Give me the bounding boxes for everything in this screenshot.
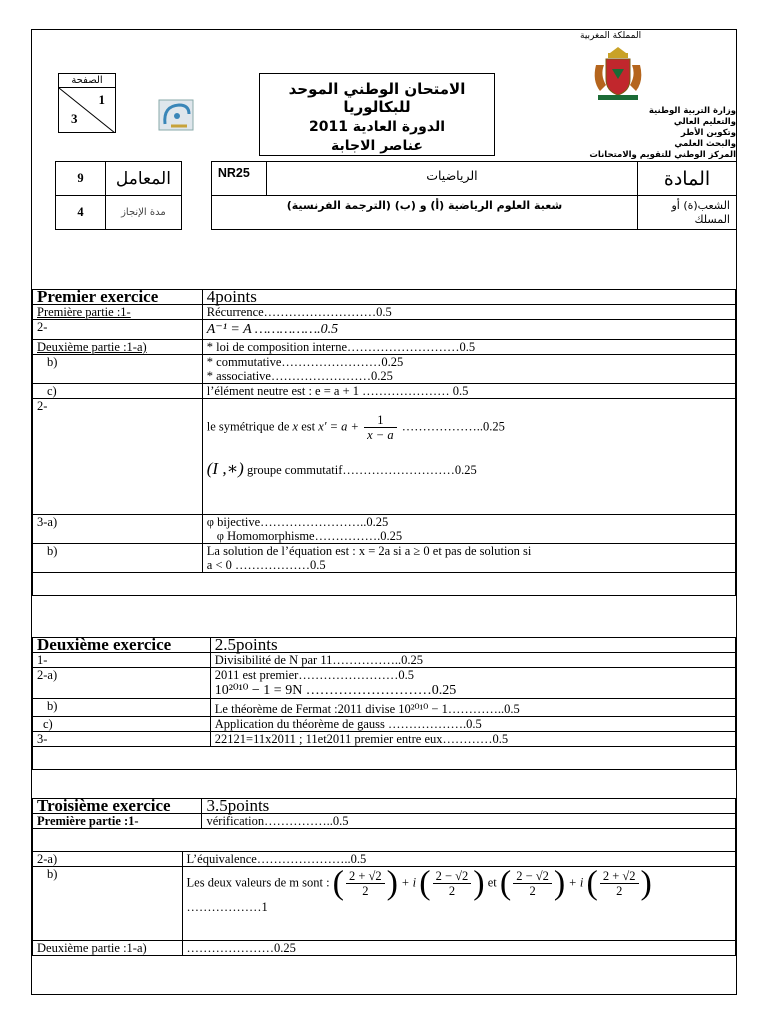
answer-sheet-page xyxy=(31,29,737,995)
paren-close: ) xyxy=(640,864,652,902)
paren-open: ( xyxy=(419,864,431,902)
answer: …………………0.25 xyxy=(182,941,735,956)
subject-name: الرياضيات xyxy=(266,162,637,196)
ministry-line: وتكوين الأطر xyxy=(680,128,736,138)
fraction-numerator: 2 − √2 xyxy=(513,869,552,884)
fraction xyxy=(346,869,385,898)
answer-text: et xyxy=(487,875,497,890)
answer-block xyxy=(182,864,735,941)
answer: a < 0 ………………0.5 xyxy=(206,558,326,572)
q-label: c) xyxy=(33,384,203,399)
q-label: Deuxième partie :1-a) xyxy=(33,340,203,355)
answer-block xyxy=(202,515,735,544)
fraction-numerator: 2 − √2 xyxy=(433,869,472,884)
answer-text: Les deux valeurs de m sont : xyxy=(186,875,330,890)
answer: * loi de composition interne………………………0.5 xyxy=(202,340,735,355)
q-label: Première partie :1- xyxy=(33,305,203,320)
fraction-denominator: 2 xyxy=(616,884,623,898)
exercise-3-points: 3.5points xyxy=(202,799,736,814)
q-label: b) xyxy=(33,544,203,573)
branch-name: شعبة العلوم الرياضية (أ) و (ب) (الترجمة الفرنسية) xyxy=(211,196,637,230)
subject-label: المادة xyxy=(638,162,737,196)
fraction-numerator: 2 + √2 xyxy=(346,869,385,884)
answer-block xyxy=(202,399,735,515)
ministry-line: وزارة التربية الوطنية xyxy=(648,106,736,116)
page-total: 3 xyxy=(71,111,78,126)
exam-session: الدورة العادية 2011 xyxy=(308,119,446,135)
kingdom-label: المملكة المغربية xyxy=(580,31,642,41)
fraction-numerator: 1 xyxy=(364,413,396,428)
exercise-1-table xyxy=(32,289,736,596)
fraction xyxy=(433,869,472,898)
exam-title-box xyxy=(259,73,495,156)
q-label: c) xyxy=(33,717,211,732)
exam-center-logo-icon xyxy=(157,96,197,134)
q-label: b) xyxy=(33,699,211,717)
answer-block xyxy=(202,355,735,384)
answer-text: est xyxy=(301,419,316,434)
answer: 2011 est premier……………………0.5 xyxy=(214,668,414,682)
subject-info-table xyxy=(55,161,737,230)
m-values-line xyxy=(186,864,731,902)
coat-of-arms-icon xyxy=(588,45,648,103)
paren-open: ( xyxy=(499,864,512,902)
fraction-denominator: 2 xyxy=(448,884,456,898)
answer: Divisibilité de N par 11……………..0.25 xyxy=(210,653,735,668)
answer: Le théorème de Fermat :2011 divise 10²⁰¹⁰ − 1…………..0.5 xyxy=(210,699,735,717)
coefficient-value: 9 xyxy=(56,162,106,196)
subject-code: NR25 xyxy=(211,162,266,196)
page-number-box xyxy=(58,73,116,133)
fraction-denominator: x − a xyxy=(367,428,394,442)
fraction xyxy=(364,413,396,442)
answer-text: groupe commutatif………………………0.25 xyxy=(246,463,477,477)
q-label: b) xyxy=(33,355,203,384)
page-current: 1 xyxy=(98,92,105,107)
answer: l’élément neutre est : e = a + 1 ………………… 0.5 xyxy=(202,384,735,399)
fraction xyxy=(600,869,639,898)
answer: * associative……………………0.25 xyxy=(206,369,393,383)
exercise-2-table xyxy=(32,637,736,770)
fraction-denominator: 2 xyxy=(529,884,536,898)
fraction-numerator: 2 + √2 xyxy=(600,869,639,884)
answer-text: le symétrique de xyxy=(206,419,290,434)
q-label: 3- xyxy=(33,732,211,747)
paren-close: ) xyxy=(386,864,398,902)
answer: Application du théorème de gauss ……………….0.5 xyxy=(210,717,735,732)
duration-value: 4 xyxy=(56,196,106,230)
symmetric-line xyxy=(207,413,731,442)
fraction xyxy=(513,869,552,898)
exercise-1-points: 4points xyxy=(202,290,735,305)
math-var: x xyxy=(292,419,299,434)
exercise-3-title: Troisième exercice xyxy=(33,799,202,814)
page-diagonal xyxy=(59,88,115,133)
paren-open: ( xyxy=(332,864,344,902)
branch-label: الشعب(ة) أو المسلك xyxy=(638,196,737,230)
math-expr: x′ = a + xyxy=(318,419,359,434)
math-expr: (I ,∗) xyxy=(206,459,244,478)
answer: A⁻¹ = A …………….0.5 xyxy=(202,320,735,340)
answer-block xyxy=(202,544,735,573)
q-label: 2- xyxy=(33,320,203,340)
q-label: Première partie :1- xyxy=(33,814,202,829)
ministry-line: والبحث العلمي xyxy=(674,139,736,149)
exam-title: الامتحان الوطني الموحد للبكالوريا xyxy=(288,80,466,116)
exercise-3-table xyxy=(32,798,736,956)
answer: φ bijective……………………..0.25 xyxy=(206,515,389,529)
exercise-2-points: 2.5points xyxy=(210,638,735,653)
q-label: 2- xyxy=(33,399,203,515)
q-label: 3-a) xyxy=(33,515,203,544)
answer: vérification……………..0.5 xyxy=(202,814,736,829)
answer: φ Homomorphisme…………….0.25 xyxy=(216,529,403,543)
answer-score: ………………..0.25 xyxy=(401,419,505,434)
coefficient-label: المعامل xyxy=(105,162,181,196)
math-expr: + i xyxy=(568,875,584,890)
math-expr: + i xyxy=(401,875,417,890)
q-label: b) xyxy=(33,867,183,941)
answer: Récurrence………………………0.5 xyxy=(202,305,735,320)
q-label: 2-a) xyxy=(33,668,211,699)
answer-block xyxy=(210,668,735,699)
page-label: الصفحة xyxy=(59,74,115,88)
paren-open: ( xyxy=(586,864,598,902)
answer: * commutative……………………0.25 xyxy=(206,355,404,369)
q-label: Deuxième partie :1-a) xyxy=(33,941,183,956)
ministry-line: والتعليم العالي xyxy=(673,117,736,127)
answer: L’équivalence…………………..0.5 xyxy=(182,852,735,867)
paren-close: ) xyxy=(553,864,566,902)
exercise-1-title: Premier exercice xyxy=(33,290,203,305)
answer: La solution de l’équation est : x = 2a si a ≥ 0 et pas de solution si xyxy=(206,544,532,558)
group-line xyxy=(206,459,731,478)
exercise-2-title: Deuxième exercice xyxy=(33,638,211,653)
answer: 10²⁰¹⁰ − 1 = 9N ………………………0.25 xyxy=(214,683,457,698)
fraction-denominator: 2 xyxy=(362,884,369,898)
ministry-line: المركز الوطني للتقويم والامتحانات xyxy=(589,150,736,160)
answer-score: ………………1 xyxy=(186,900,268,914)
paren-close: ) xyxy=(473,864,485,902)
q-label: 1- xyxy=(33,653,211,668)
ministry-block xyxy=(546,106,736,161)
duration-label: مدة الإنجاز xyxy=(105,196,181,230)
q-label: 2-a) xyxy=(33,852,183,867)
answer: 22121=11x2011 ; 11et2011 premier entre eux…………0.5 xyxy=(210,732,735,747)
answer-elements-title: عناصر الاجابة xyxy=(331,138,423,154)
